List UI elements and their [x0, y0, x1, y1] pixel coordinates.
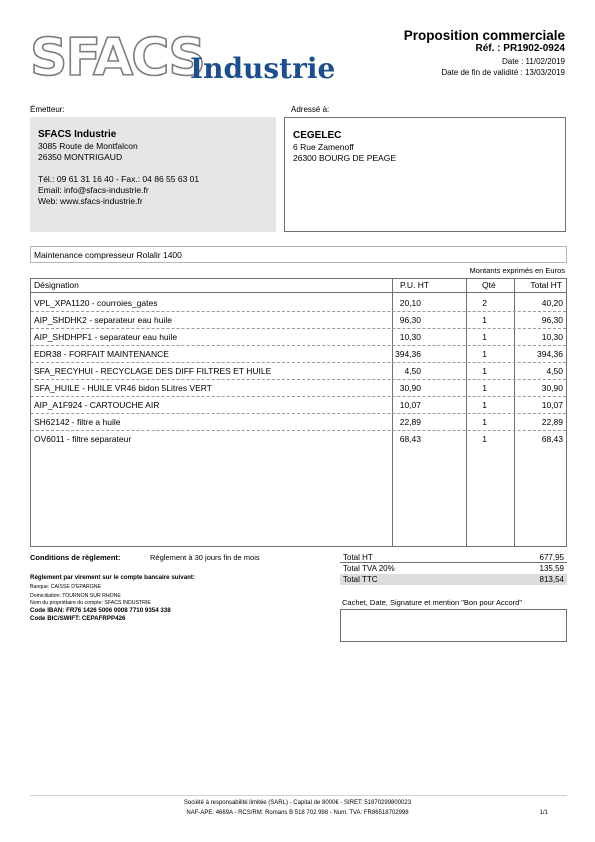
- emetteur-name: SFACS Industrie: [38, 129, 117, 140]
- header-pu: P.U. HT: [400, 280, 430, 290]
- signature-box[interactable]: [340, 609, 567, 642]
- header-designation: Désignation: [34, 280, 79, 290]
- row-qte: 1: [482, 400, 487, 410]
- table-row: [31, 380, 566, 397]
- row-qte: 2: [482, 298, 487, 308]
- row-total: 40,20: [541, 298, 563, 308]
- total-ttc-value: 813,54: [539, 575, 564, 584]
- row-designation: OV6011 - filtre separateur: [34, 434, 132, 444]
- header-qte: Qté: [482, 280, 496, 290]
- emetteur-web: Web: www.sfacs-industrie.fr: [38, 196, 143, 206]
- row-pu: 10,07: [399, 400, 421, 410]
- row-designation: AIP_A1F924 - CARTOUCHE AIR: [34, 400, 160, 410]
- company-logo: [30, 28, 336, 92]
- transfer-heading: Règlement par virement sur le compte bancaire suivant:: [30, 574, 196, 581]
- row-qte: 1: [482, 417, 487, 427]
- footer-divider: [30, 795, 567, 796]
- row-designation: SFA_HUILE - HUILE VR46 bidon 5Litres VERT: [34, 383, 212, 393]
- row-total: 30,90: [541, 383, 563, 393]
- destinataire-address1: 6 Rue Zamenoff: [293, 142, 354, 152]
- object-line: Maintenance compresseur Rolalir 1400: [30, 246, 567, 263]
- document-date: Date : 11/02/2019: [501, 57, 565, 66]
- bank-domiciliation: Domiciliation: TOURNON SUR RHONE: [30, 593, 121, 599]
- table-row: [31, 414, 566, 431]
- total-tva-value: 135,59: [539, 564, 564, 573]
- row-qte: 1: [482, 349, 487, 359]
- emetteur-label: Émetteur:: [30, 105, 65, 114]
- row-total: 10,07: [541, 400, 563, 410]
- table-row: [31, 312, 566, 329]
- emetteur-box: [30, 117, 276, 232]
- row-pu: 22,89: [399, 417, 421, 427]
- table-row: [31, 397, 566, 414]
- totals-block: [340, 552, 567, 585]
- total-ttc-row: [340, 574, 567, 585]
- table-row: [31, 431, 566, 448]
- emetteur-address2: 26350 MONTRIGAUD: [38, 152, 123, 162]
- row-qte: 1: [482, 366, 487, 376]
- row-total: 10,30: [541, 332, 563, 342]
- total-ttc-label: Total TTC: [343, 575, 378, 584]
- row-qte: 1: [482, 315, 487, 325]
- table-header: [31, 279, 566, 293]
- signature-label: Cachet, Date, Signature et mention "Bon pour Accord": [342, 598, 523, 607]
- header-total: Total HT: [530, 280, 562, 290]
- total-ht-label: Total HT: [343, 553, 373, 562]
- document-reference: Réf. : PR1902-0924: [475, 43, 565, 54]
- document-title: Proposition commerciale: [403, 28, 565, 43]
- account-owner: Nom du propriétaire du compte: SFACS INDUSTRIE: [30, 600, 151, 606]
- row-pu: 4,50: [404, 366, 421, 376]
- row-designation: SH62142 - filtre a huile: [34, 417, 121, 427]
- iban-code: Code IBAN: FR76 1426 5006 0008 7710 9354 338: [30, 607, 171, 614]
- logo-sub: Industrie: [190, 52, 336, 85]
- table-row: [31, 363, 566, 380]
- total-tva-label: Total TVA 20%: [343, 564, 395, 573]
- emetteur-phone: Tél.: 09 61 31 16 40 - Fax.: 04 86 55 63 01: [38, 174, 200, 184]
- row-qte: 1: [482, 434, 487, 444]
- row-designation: SFA_RECYHUI - RECYCLAGE DES DIFF FILTRES ET HUILE: [34, 366, 272, 376]
- row-designation: EDR38 - FORFAIT MAINTENANCE: [34, 349, 169, 359]
- row-pu: 30,90: [399, 383, 421, 393]
- row-total: 68,43: [541, 434, 563, 444]
- destinataire-name: CEGELEC: [293, 130, 342, 141]
- row-pu: 394,36: [395, 349, 421, 359]
- row-designation: AIP_SHDHK2 - separateur eau huile: [34, 315, 172, 325]
- row-total: 96,30: [541, 315, 563, 325]
- footer-legal-2: NAF-APE: 4669A - RCS/RM: Romans B 518 702 998 - Num. TVA: FR86518702998: [186, 810, 409, 816]
- row-qte: 1: [482, 383, 487, 393]
- row-total: 22,89: [541, 417, 563, 427]
- table-row: [31, 346, 566, 363]
- destinataire-box: [284, 117, 566, 232]
- row-pu: 96,30: [399, 315, 421, 325]
- total-ht-row: [340, 552, 567, 563]
- total-tva-row: [340, 563, 567, 574]
- bic-code: Code BIC/SWIFT: CEPAFRPP426: [30, 615, 126, 622]
- table-row: [31, 329, 566, 346]
- row-pu: 10,30: [399, 332, 421, 342]
- validity-date: Date de fin de validité : 13/03/2019: [441, 68, 565, 77]
- row-qte: 1: [482, 332, 487, 342]
- row-pu: 68,43: [399, 434, 421, 444]
- emetteur-address1: 3085 Route de Montfalcon: [38, 141, 138, 151]
- row-pu: 20,10: [399, 298, 421, 308]
- footer-legal-1: Société à responsabilité limitée (SARL) - Capital de 8000€ - SIRET: 51870299800023: [183, 800, 412, 806]
- items-table: [30, 278, 567, 547]
- currency-note: Montants exprimés en Euros: [469, 266, 565, 275]
- total-ht-value: 677,95: [539, 553, 564, 562]
- logo-brand: SFACS: [30, 28, 204, 88]
- destinataire-label: Adressé à:: [291, 105, 330, 114]
- payment-terms-label: Conditions de règlement:: [30, 553, 121, 562]
- table-row: [31, 295, 566, 312]
- bank-name: Banque: CAISSE D'EPARGNE: [30, 584, 101, 590]
- row-total: 4,50: [546, 366, 563, 376]
- row-designation: VPL_XPA1120 - courroies_gates: [34, 298, 158, 308]
- emetteur-email: Email: info@sfacs-industrie.fr: [38, 185, 149, 195]
- row-designation: AIP_SHDHPF1 - separateur eau huile: [34, 332, 178, 342]
- row-total: 394,36: [537, 349, 563, 359]
- page-number: 1/1: [539, 810, 548, 816]
- destinataire-address2: 26300 BOURG DE PEAGE: [293, 153, 396, 163]
- payment-terms-value: Règlement à 30 jours fin de mois: [150, 553, 260, 562]
